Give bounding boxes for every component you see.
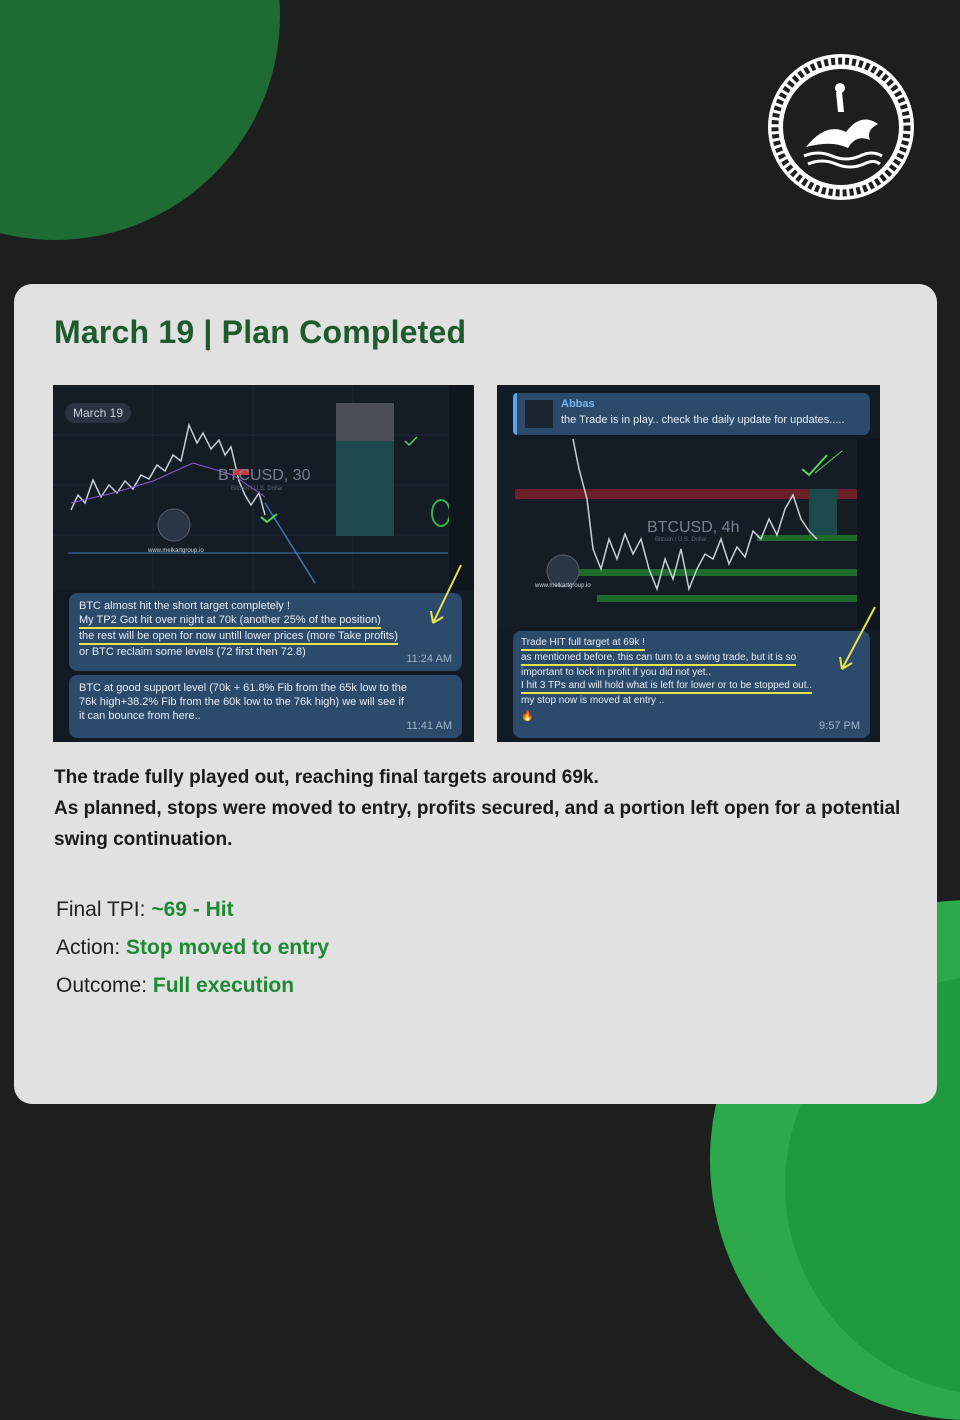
melkart-logo-icon (766, 52, 916, 202)
message-line-highlighted: as mentioned before, this can turn to a swing trade, but it is so (521, 651, 796, 666)
message-timestamp: 11:41 AM (406, 720, 452, 732)
message-line: BTC at good support level (70k + 61.8% Fib from the 65k low to the (79, 682, 408, 694)
content-card (14, 284, 937, 1104)
message-bubble-2 (69, 675, 462, 738)
message-line: important to lock in profit if you did not yet.. (521, 667, 712, 678)
message-line-highlighted: I hit 3 TPs and will hold what is left for lower or to be stopped out.. (521, 679, 812, 694)
date-chip: March 19 (65, 403, 131, 423)
detail-label: Outcome: (56, 974, 153, 997)
site-watermark: www.melkartgroup.io (148, 548, 204, 554)
message-line-highlighted: the rest will be open for now untill lower prices (more Take profits) (79, 629, 398, 645)
detail-outcome (56, 974, 294, 998)
screenshot-btc-30m (53, 385, 474, 742)
site-watermark: www.melkartgroup.io (535, 583, 591, 589)
detail-final-tpi (56, 898, 234, 922)
decor-circle-top-left (0, 0, 280, 240)
reply-text: the Trade is in play.. check the daily update for updates..... (561, 414, 845, 426)
message-line: my stop now is moved at entry .. (521, 695, 665, 706)
summary-text (54, 762, 914, 855)
reply-author: Abbas (561, 398, 595, 410)
detail-action (56, 936, 329, 960)
chart-subtitle: Bitcoin / U.S. Dollar (231, 486, 284, 492)
detail-label: Action: (56, 936, 127, 959)
page-title: March 19 | Plan Completed (54, 314, 467, 350)
message-line: it can bounce from here.. (79, 710, 201, 722)
message-line-highlighted: My TP2 Got hit over night at 70k (another 25% of the position) (79, 613, 381, 629)
chart-subtitle: Bitcoin / U.S. Dollar (655, 537, 708, 543)
detail-value: ~69 - Hit (151, 898, 234, 921)
screenshot-btc-4h (497, 385, 880, 742)
reaction-fire-icon[interactable]: 🔥 (521, 711, 534, 722)
message-line: 76k high+38.2% Fib from the 60k low to the 76k high) we will see if (79, 696, 404, 708)
message-timestamp: 11:24 AM (406, 653, 452, 665)
detail-label: Final TPI: (56, 898, 152, 921)
message-bubble-3 (513, 631, 870, 738)
message-bubble-1 (69, 593, 462, 671)
reply-bar (513, 393, 517, 435)
detail-value: Full execution (152, 974, 295, 997)
summary-line: As planned, stops were moved to entry, profits secured, and a portion left open for a potential swing continuation. (54, 798, 901, 850)
message-line-highlighted: Trade HIT full target at 69k ! (521, 636, 645, 651)
summary-line: The trade fully played out, reaching final targets around 69k. (54, 767, 599, 788)
message-timestamp: 9:57 PM (819, 720, 860, 732)
message-line: or BTC reclaim some levels (72 first then 72.8) (79, 646, 306, 658)
message-line: BTC almost hit the short target completely ! (79, 600, 290, 612)
chart-symbol: BTCUSD, 30 (218, 467, 311, 484)
reply-quote (513, 393, 870, 435)
detail-value: Stop moved to entry (126, 936, 330, 959)
reply-thumbnail (525, 400, 553, 428)
chart-symbol: BTCUSD, 4h (647, 519, 740, 536)
